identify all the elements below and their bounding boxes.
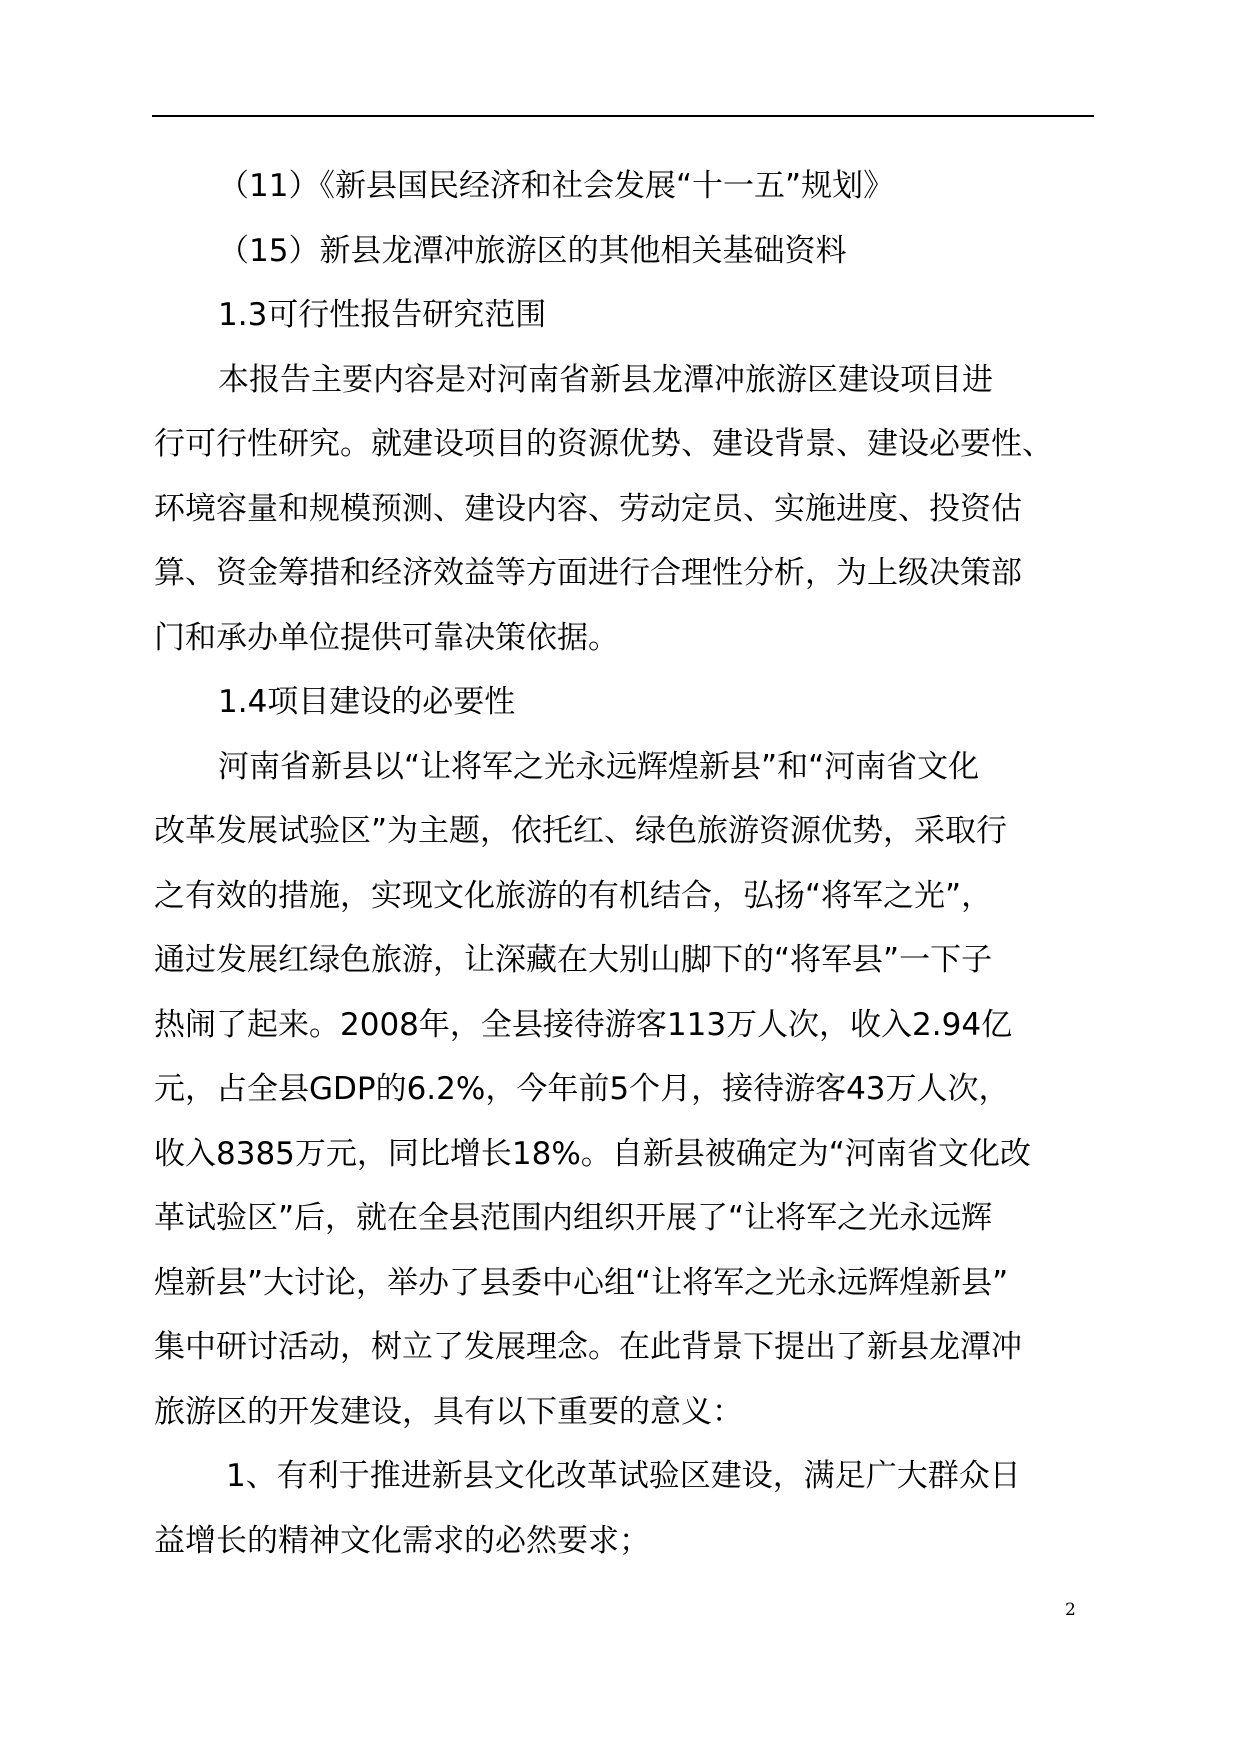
paragraph-line: 河南省新县以“让将军之光永远辉煌新县”和“河南省文化 <box>218 748 980 785</box>
document-body <box>154 154 1096 1573</box>
paragraph-line: 热闹了起来。2008年，全县接待游客113万人次，收入2.94亿 <box>154 1006 1013 1043</box>
section-heading-1-3: 1.3可行性报告研究范围 <box>218 297 547 333</box>
paragraph-line: 革试验区”后，就在全县范围内组织开展了“让将军之光永远辉 <box>154 1200 993 1236</box>
paragraph-line: 旅游区的开发建设，具有以下重要的意义： <box>154 1393 743 1430</box>
paragraph-line: 之有效的措施，实现文化旅游的有机结合，弘扬“将军之光”， <box>154 877 993 914</box>
header-rule <box>152 115 1094 117</box>
paragraph-line: 收入8385万元，同比增长18%。自新县被确定为“河南省文化改 <box>154 1135 1031 1172</box>
list-item-1: 1、有利于推进新县文化改革试验区建设，满足广大群众日 <box>226 1458 1021 1494</box>
paragraph-line: 集中研讨活动，树立了发展理念。在此背景下提出了新县龙潭冲 <box>154 1329 1022 1365</box>
paragraph-line: 本报告主要内容是对河南省新县龙潭冲旅游区建设项目进 <box>218 361 993 398</box>
paragraph-line: 行可行性研究。就建设项目的资源优势、建设背景、建设必要性、 <box>154 426 1053 462</box>
reference-item-11: （11）《新县国民经济和社会发展“十一五”规划》 <box>218 168 895 204</box>
paragraph-line: 通过发展红绿色旅游，让深藏在大别山脚下的“将军县”一下子 <box>154 942 993 978</box>
paragraph-line: 算、资金筹措和经济效益等方面进行合理性分析，为上级决策部 <box>154 555 1022 591</box>
paragraph-line: 门和承办单位提供可靠决策依据。 <box>154 619 619 656</box>
paragraph-line: 益增长的精神文化需求的必然要求； <box>154 1522 650 1559</box>
paragraph-line: 环境容量和规模预测、建设内容、劳动定员、实施进度、投资估 <box>154 490 1022 527</box>
page-number: 2 <box>1065 1600 1076 1620</box>
paragraph-line: 改革发展试验区”为主题，依托红、绿色旅游资源优势，采取行 <box>154 813 1008 849</box>
reference-item-15: （15）新县龙潭冲旅游区的其他相关基础资料 <box>218 232 847 269</box>
paragraph-line: 元，占全县GDP的6.2%，今年前5个月，接待游客43万人次， <box>154 1071 1010 1107</box>
paragraph-line: 煌新县”大讨论，举办了县委中心组“让将军之光永远辉煌新县” <box>154 1264 1009 1301</box>
section-heading-1-4: 1.4项目建设的必要性 <box>218 684 516 720</box>
